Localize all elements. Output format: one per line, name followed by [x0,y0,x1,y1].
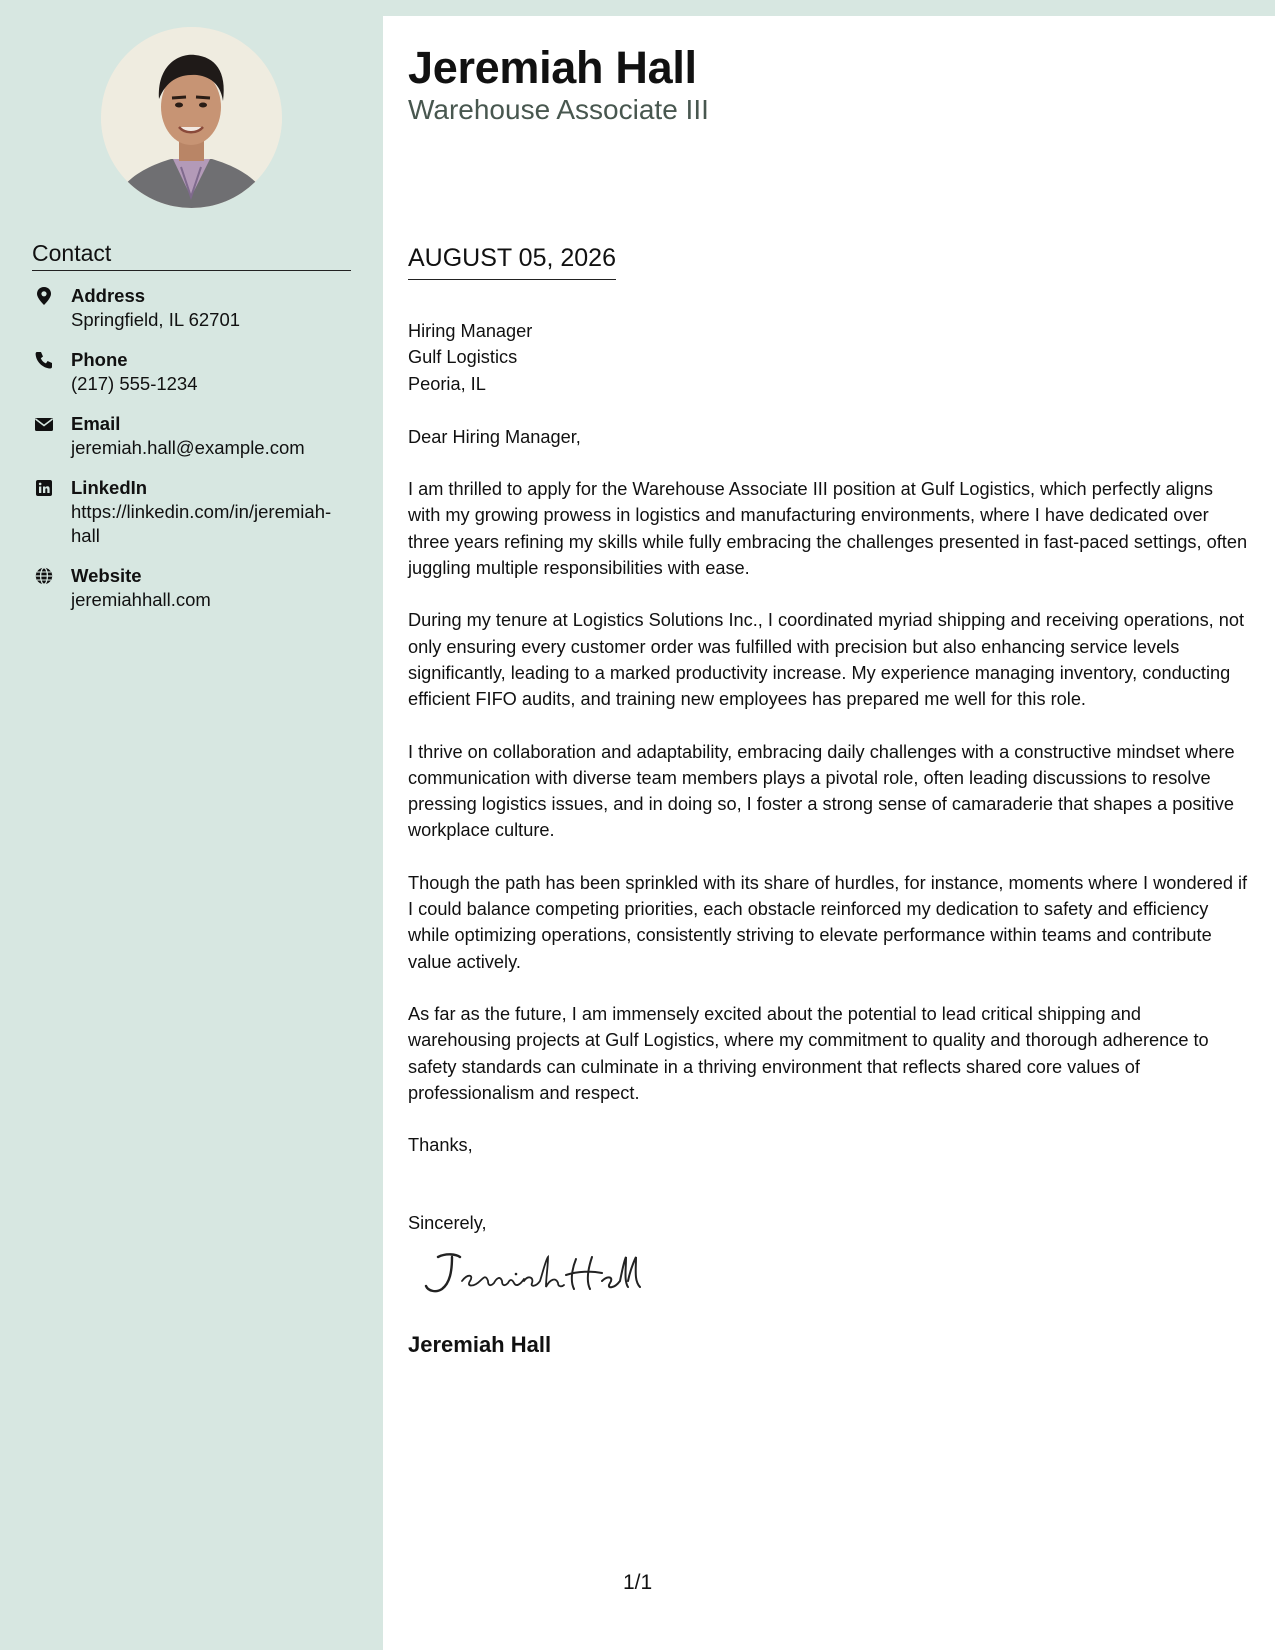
address-value: Springfield, IL 62701 [71,309,241,330]
linkedin-value[interactable]: https://linkedin.com/in/jeremiah-hall [71,501,332,546]
letter-paragraph: I am thrilled to apply for the Warehouse Associate III position at Gulf Logistics, which perfectly aligns with my growing prowess in logistics and manufacturing environments, where I have dedicated over three years refining my skills while fully embracing the challenges presented in fast-paced settings, often juggling multiple responsibilities with ease. [408,479,1248,579]
contact-address [32,284,352,332]
contact-list [32,284,352,628]
phone-value: (217) 555-1234 [71,373,198,394]
letter-paragraph: During my tenure at Logistics Solutions Inc., I coordinated myriad shipping and receiving operations, not only ensuring every customer order was fulfilled with precision but also enhancing service levels significantly, leading to a marked productivity increase. My experience managing inventory, conducting efficient FIFO audits, and training new employees has prepared me well for this role. [408,610,1245,710]
linkedin-icon [34,478,54,498]
website-value[interactable]: jeremiahhall.com [71,589,211,610]
contact-website [32,564,352,612]
signed-name: Jeremiah Hall [408,1332,552,1358]
letter-date: AUGUST 05, 2026 [408,244,616,280]
letter-paragraph: As far as the future, I am immensely excited about the potential to lead critical shipping and warehousing projects at Gulf Logistics, where my commitment to quality and thorough adherence to safety standards can culminate in a thriving environment that reflects shared core values of professionalism and respect. [408,1003,1209,1103]
recipient-line: Peoria, IL [408,373,486,394]
letter-page [383,16,1275,1650]
address-label: Address [71,285,146,306]
contact-email [32,412,352,460]
linkedin-label: LinkedIn [71,477,148,498]
profile-photo [101,27,282,208]
thanks-line: Thanks, [408,1135,473,1156]
envelope-icon [34,414,54,434]
letter-paragraph: Though the path has been sprinkled with its share of hurdles, for instance, moments where I wondered if I could balance competing priorities, each obstacle reinforced my dedication to safety and efficiency while optimizing operations, consistently striving to elevate performance within teams and contribute value actively. [408,872,1248,972]
contact-phone [32,348,352,396]
recipient-line: Hiring Manager [408,321,533,341]
phone-label: Phone [71,349,128,370]
contact-linkedin [32,476,352,548]
greeting: Dear Hiring Manager, [408,426,581,447]
recipient-line: Gulf Logistics [408,347,518,368]
letter-body [408,318,1248,1358]
email-label: Email [71,413,121,434]
website-label: Website [71,565,142,586]
applicant-name: Jeremiah Hall [408,42,697,93]
phone-icon [34,350,54,370]
globe-icon [34,566,54,586]
page-number: 1/1 [623,1571,653,1594]
email-value[interactable]: jeremiah.hall@example.com [71,437,305,458]
sidebar [0,0,383,1650]
recipient-block [408,318,1248,397]
map-pin-icon [34,286,54,306]
contact-heading: Contact [32,240,351,271]
closing-line: Sincerely, [408,1213,487,1234]
signature [416,1245,1248,1312]
letter-paragraph: I thrive on collaboration and adaptability, embracing daily challenges with a constructive mindset where communication with diverse team members plays a pivotal role, often leading discussions to resolve pressing logistics issues, and in doing so, I foster a strong sense of camaraderie that shapes a positive workplace culture. [408,741,1235,841]
applicant-role: Warehouse Associate III [408,94,709,125]
